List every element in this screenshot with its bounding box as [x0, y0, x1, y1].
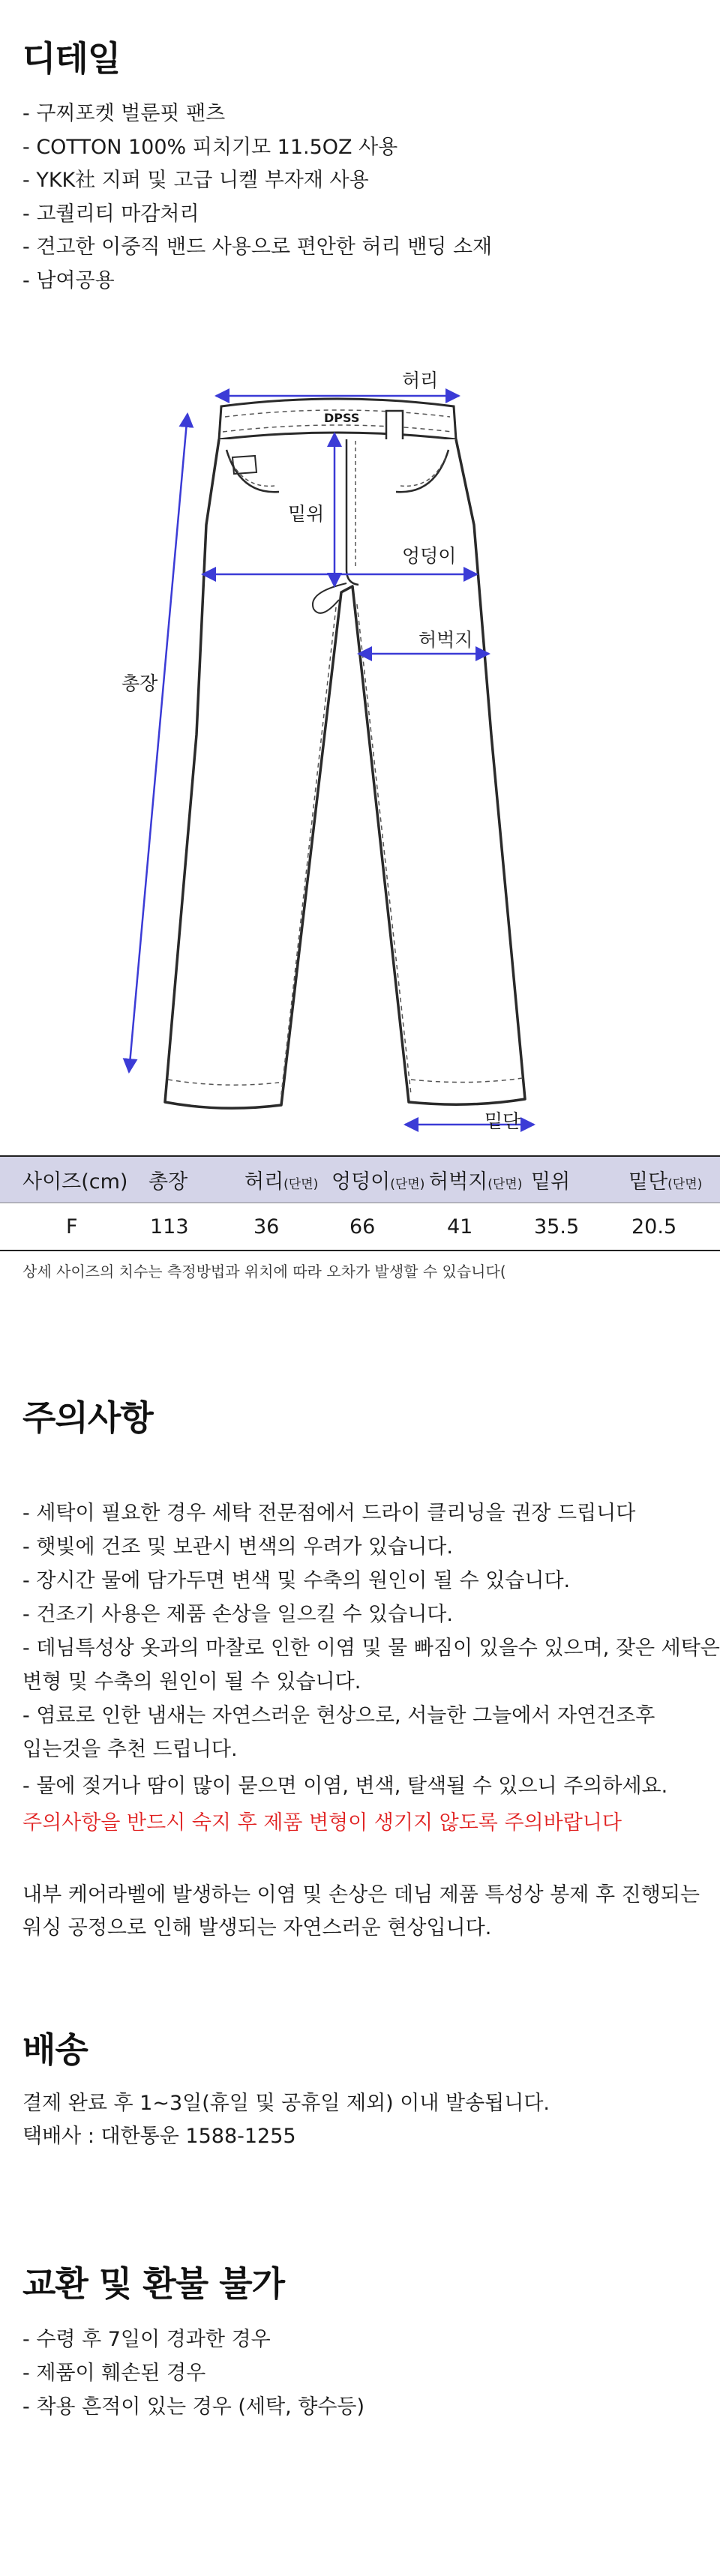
shipping-list [22, 2087, 550, 2153]
cell-thigh: 41 [447, 1215, 473, 1239]
caution-title: 주의사항 [22, 1397, 153, 1438]
caution-paragraph-line: 워싱 공정으로 인해 발생되는 자연스러운 현상입니다. [22, 1916, 492, 1939]
details-item: - 구찌포켓 벌룬핏 팬츠 [22, 102, 226, 125]
hip-label: 엉덩이 [402, 545, 457, 567]
caution-item: - 장시간 물에 담가두면 변색 및 수축의 원인이 될 수 있습니다. [22, 1569, 571, 1592]
header-length: 총장 [148, 1170, 188, 1194]
refund-item: - 수령 후 7일이 경과한 경우 [22, 2328, 271, 2351]
header-hem: 밑단(단면) [628, 1170, 703, 1194]
caution-item: - 햇빛에 건조 및 보관시 변색의 우려가 있습니다. [22, 1535, 453, 1559]
cell-hip: 66 [350, 1215, 376, 1239]
size-table-header [0, 1155, 720, 1203]
shipping-item: 결제 완료 후 1~3일(휴일 및 공휴일 제외) 이내 발송됩니다. [22, 2092, 550, 2115]
rise-label: 밑위 [288, 503, 325, 525]
caution-item: 입는것을 추천 드립니다. [22, 1738, 238, 1761]
header-hip: 엉덩이(단면) [332, 1170, 425, 1194]
caution-item: - 건조기 사용은 제품 손상을 일으킬 수 있습니다. [22, 1603, 453, 1626]
details-item: - YKK社 지퍼 및 고급 니켈 부자재 사용 [22, 169, 369, 192]
shipping-title: 배송 [22, 2029, 88, 2070]
refund-item: - 제품이 훼손된 경우 [22, 2362, 206, 2385]
caution-item: 변형 및 수축의 원인이 될 수 있습니다. [22, 1670, 362, 1694]
length-label: 총장 [122, 672, 158, 694]
thigh-label: 허벅지 [418, 629, 473, 651]
pants-size-diagram [0, 345, 720, 1140]
caution-item: - 세탁이 필요한 경우 세탁 전문점에서 드라이 클리닝을 권장 드립니다 [22, 1502, 636, 1525]
header-size: 사이즈(cm) [22, 1170, 128, 1194]
caution-paragraph-line: 내부 케어라벨에 발생하는 이염 및 손상은 데님 제품 특성상 봉제 후 진행되는 [22, 1883, 700, 1907]
caution-item: - 데님특성상 옷과의 마찰로 인한 이염 및 물 빠짐이 있을수 있으며, 잦은 세탁은 [22, 1637, 720, 1660]
size-note: 상세 사이즈의 치수는 측정방법과 위치에 따라 오차가 발생할 수 있습니다( [22, 1263, 506, 1281]
refund-item: - 착용 흔적이 있는 경우 (세탁, 향수등) [22, 2395, 365, 2419]
caution-list [22, 1496, 720, 1840]
pants-body [165, 439, 525, 1108]
details-item: - 견고한 이중직 밴드 사용으로 편안한 허리 밴딩 소재 [22, 235, 493, 259]
refund-title: 교환 및 환불 불가 [22, 2263, 285, 2304]
refund-list [22, 2323, 364, 2424]
hem-label: 밑단 [484, 1110, 521, 1132]
size-table [0, 1155, 720, 1251]
cell-hem: 20.5 [632, 1215, 677, 1239]
details-title: 디테일 [22, 38, 121, 79]
size-row [0, 1203, 720, 1251]
pants-illustration [0, 345, 720, 1140]
header-waist: 허리(단면) [244, 1170, 319, 1194]
cell-size: F [66, 1215, 78, 1239]
details-list [22, 97, 492, 298]
caution-item: - 물에 젖거나 땀이 많이 묻으면 이염, 변색, 탈색될 수 있으니 주의하세요. [22, 1775, 668, 1798]
header-thigh: 허벅지(단면) [429, 1170, 523, 1194]
cell-waist: 36 [254, 1215, 280, 1239]
caution-item: - 염료로 인한 냄새는 자연스러운 현상으로, 서늘한 그늘에서 자연건조후 [22, 1704, 656, 1727]
waist-label: 허리 [402, 370, 439, 391]
header-rise: 밑위 [531, 1170, 571, 1194]
caution-paragraph [22, 1879, 700, 1945]
cell-rise: 35.5 [534, 1215, 580, 1239]
cell-length: 113 [150, 1215, 189, 1239]
details-item: - COTTON 100% 피치기모 11.5OZ 사용 [22, 135, 398, 159]
details-item: - 고퀄리티 마감처리 [22, 202, 200, 226]
brand-label: DPSS [324, 411, 360, 425]
details-item: - 남여공용 [22, 268, 115, 292]
caution-warning: 주의사항을 반드시 숙지 후 제품 변형이 생기지 않도록 주의바랍니다 [22, 1811, 622, 1835]
shipping-item: 택배사 : 대한통운 1588-1255 [22, 2125, 296, 2148]
